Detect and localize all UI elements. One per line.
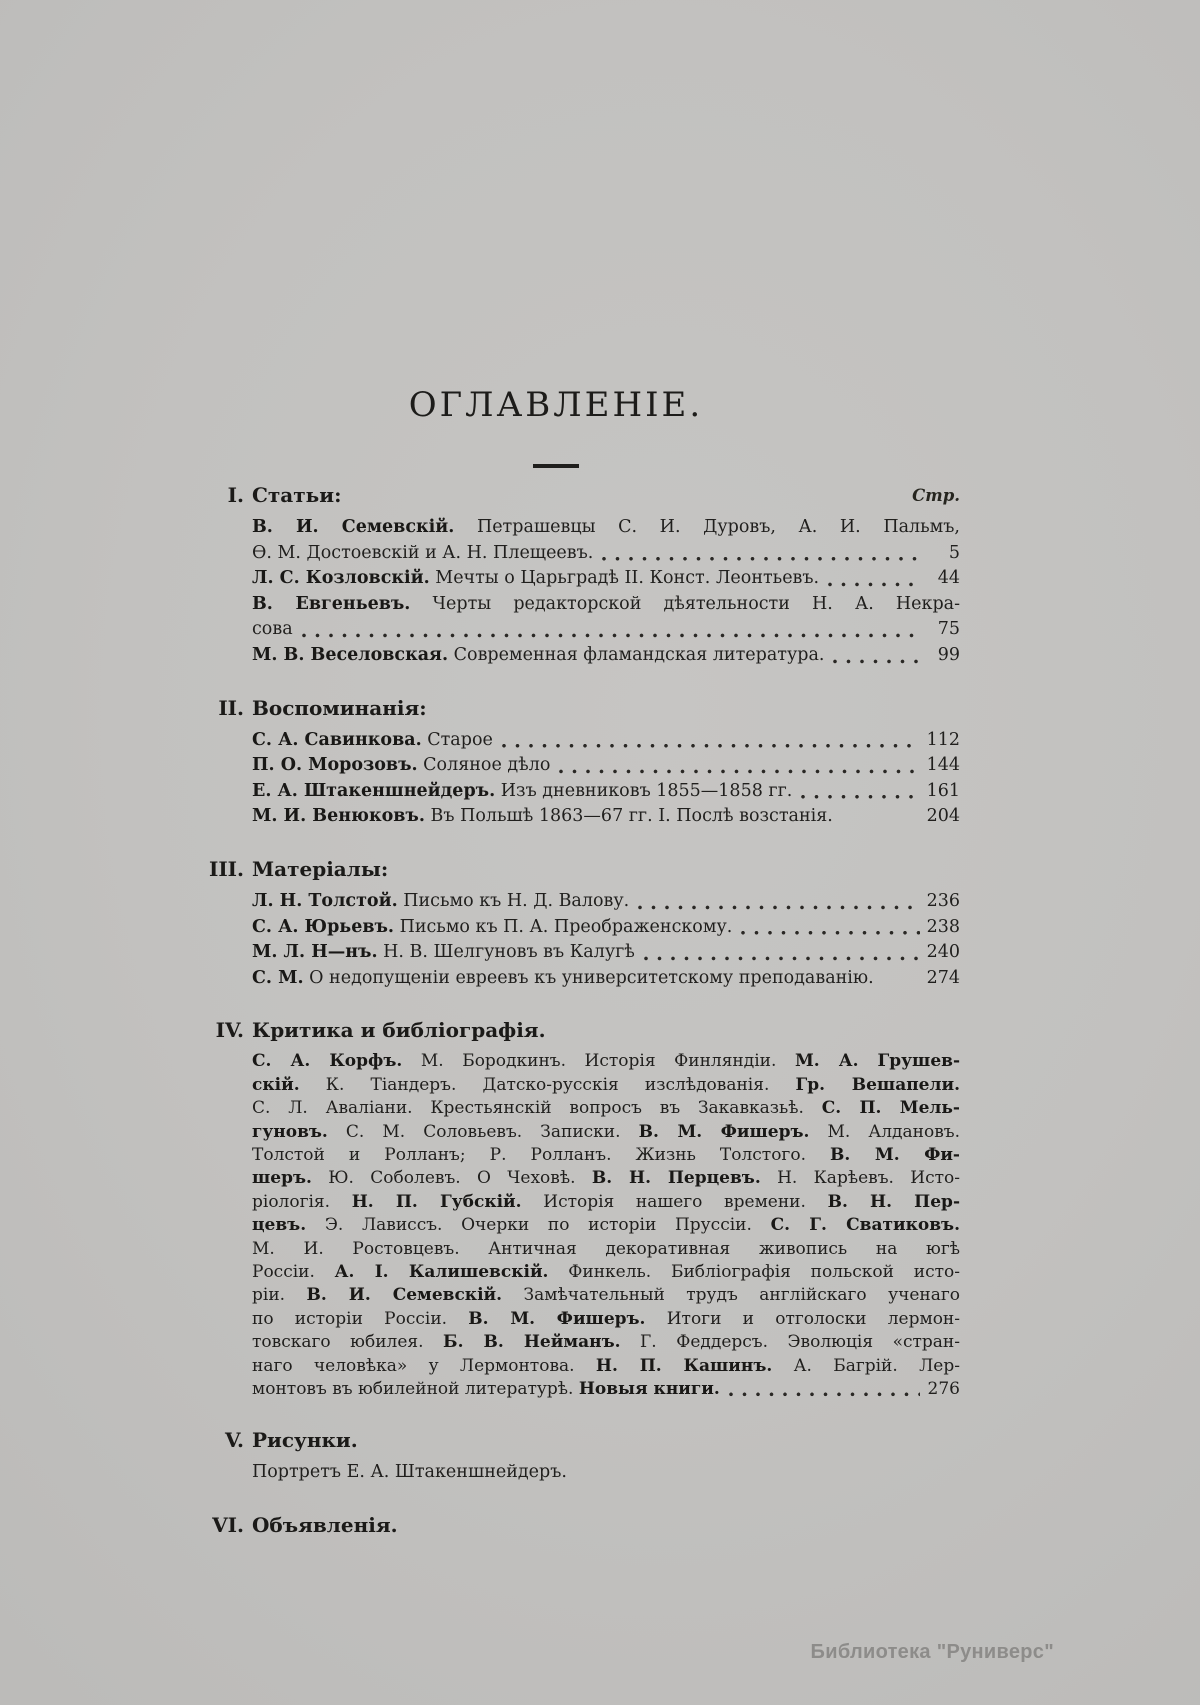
- section-title: Воспоминанія:: [252, 695, 427, 720]
- row-text: [252, 1309, 960, 1329]
- page-number: 274: [926, 967, 960, 988]
- entry-text: Въ Польшѣ 1863—67 гг. I. Послѣ возстанія.: [424, 806, 833, 827]
- author-name: Н. П. Кашинъ.: [595, 1355, 773, 1376]
- section-rows: [252, 1050, 960, 1401]
- row-text: [252, 1192, 960, 1212]
- entry-text: наго человѣка» у Лермонтова.: [252, 1355, 596, 1376]
- author-name: В. Евгеньевъ.: [252, 593, 411, 614]
- entry-text: Толстой и Ролланъ; Р. Ролланъ. Жизнь Толстого.: [252, 1144, 831, 1165]
- author-name: В. М. Фи-: [830, 1144, 960, 1165]
- section-heading: [200, 482, 960, 508]
- author-name: В. И. Семевскій.: [306, 1285, 503, 1306]
- row-text: [252, 1239, 960, 1259]
- page-number: 144: [926, 755, 960, 776]
- section-numeral: IV.: [215, 1018, 244, 1043]
- section-heading: [200, 1512, 960, 1538]
- section-numeral: V.: [225, 1428, 244, 1453]
- toc-row: [252, 515, 960, 541]
- row-text: [252, 728, 493, 754]
- entry-text: Н. Карѣевъ. Исто-: [760, 1168, 960, 1189]
- entry-text: Ѳ. М. Достоевскій и А. Н. Плещеевъ.: [252, 542, 594, 563]
- entry-text: Старое: [421, 729, 493, 750]
- toc-row: [252, 940, 960, 966]
- author-name: гуновъ.: [252, 1121, 328, 1142]
- section-title: Статьи:: [252, 483, 342, 507]
- title-rule: [533, 464, 579, 468]
- entry-text: Изъ дневниковъ 1855—1858 гг.: [495, 780, 793, 801]
- entry-text: Мечты о Царьградѣ II. Конст. Леонтьевъ.: [429, 568, 820, 589]
- page-number: 276: [927, 1379, 960, 1399]
- entry-text: Э. Лависсъ. Очерки по исторіи Пруссіи.: [306, 1215, 771, 1236]
- dot-leader: [301, 617, 920, 643]
- entry-text: Портретъ Е. А. Штакеншнейдеръ.: [252, 1462, 567, 1483]
- toc-row: [252, 1238, 960, 1261]
- toc-row: [252, 728, 960, 754]
- entry-text: сова: [252, 619, 293, 640]
- entry-text: Россіи.: [252, 1261, 335, 1282]
- author-name: Б. В. Нейманъ.: [443, 1332, 621, 1353]
- toc-row: [252, 566, 960, 592]
- author-name: А. І. Калишевскій.: [334, 1261, 549, 1282]
- toc-section-ii: [218, 695, 960, 830]
- toc-row: [252, 915, 960, 941]
- entry-text: Черты редакторской дѣятельности Н. А. Некра-: [410, 593, 960, 614]
- author-name: В. И. Семевскій.: [252, 517, 455, 537]
- page-number: 236: [926, 890, 960, 911]
- row-text: [252, 753, 550, 779]
- row-text: [252, 1262, 960, 1282]
- entry-text: М. И. Ростовцевъ. Античная декоративная живопись на югѣ: [252, 1238, 960, 1259]
- toc-row: [252, 1261, 960, 1284]
- row-text: [252, 617, 293, 643]
- page-number: 44: [937, 568, 960, 589]
- author-name: Л. Н. Толстой.: [252, 890, 398, 911]
- toc-row: [252, 1284, 960, 1307]
- page-column-label: Стр.: [912, 486, 960, 505]
- entry-text: М. Алдановъ.: [809, 1121, 960, 1142]
- page-number: 204: [926, 806, 960, 827]
- toc-row: [252, 1191, 960, 1214]
- row-text: [252, 889, 629, 915]
- entry-text: М. Бородкинъ. Исторія Финляндіи.: [402, 1051, 795, 1072]
- toc-row: [252, 1144, 960, 1167]
- author-name: Н. П. Губскій.: [351, 1191, 522, 1212]
- entry-text: Н. В. Шелгуновъ въ Калугѣ: [377, 942, 635, 963]
- toc-row: [252, 1308, 960, 1331]
- author-name: П. О. Морозовъ.: [252, 755, 418, 776]
- row-text: [252, 1332, 960, 1352]
- toc-row: [252, 617, 960, 643]
- section-numeral: VI.: [212, 1513, 244, 1537]
- section-numeral: II.: [218, 695, 244, 720]
- author-name: С. М.: [252, 967, 304, 988]
- section-heading: [200, 856, 960, 882]
- row-text: [252, 966, 874, 992]
- toc-row: [252, 1460, 960, 1486]
- section-rows: [252, 515, 960, 669]
- author-name: В. М. Фишеръ.: [468, 1308, 646, 1329]
- toc-row: [252, 1097, 960, 1120]
- entry-text: Письмо къ Н. Д. Валову.: [397, 890, 630, 911]
- dot-leader: [800, 779, 920, 805]
- author-name: С. П. Мель-: [821, 1098, 960, 1119]
- entry-text: товскаго юбилея.: [252, 1332, 444, 1353]
- toc-row: [252, 889, 960, 915]
- author-name: Новыя книги.: [578, 1379, 720, 1399]
- page-number: 238: [926, 916, 960, 937]
- row-text: [252, 1145, 960, 1165]
- author-name: цевъ.: [252, 1215, 307, 1236]
- row-text: [252, 1075, 960, 1095]
- entry-text: К. Тіандеръ. Датско-русскія изслѣдованія.: [299, 1074, 796, 1095]
- dot-leader: [501, 728, 920, 754]
- row-text: [252, 804, 833, 830]
- author-name: С. А. Корфъ.: [252, 1051, 403, 1072]
- page-number: 99: [937, 644, 960, 665]
- row-text: [252, 940, 635, 966]
- row-text: [252, 915, 732, 941]
- row-text: [252, 779, 792, 805]
- section-title: Рисунки.: [252, 1428, 358, 1453]
- entry-text: С. М. Соловьевъ. Записки.: [327, 1121, 639, 1142]
- library-watermark: Библиотека "Руниверс": [810, 1641, 1054, 1663]
- row-text: [252, 566, 819, 592]
- section-title: Матеріалы:: [252, 856, 389, 881]
- dot-leader: [637, 889, 920, 915]
- entry-text: Г. Феддерсъ. Эволюція «стран-: [620, 1332, 960, 1353]
- page-number: 240: [926, 942, 960, 963]
- entry-text: О недопущеніи евреевъ къ университетскому преподаванію.: [303, 967, 874, 988]
- section-rows: [252, 889, 960, 991]
- leader-gap: [874, 966, 926, 992]
- author-name: С. А. Савинкова.: [252, 729, 422, 750]
- author-name: Л. С. Козловскій.: [252, 568, 430, 589]
- page-number: 112: [926, 729, 960, 750]
- section-heading: [200, 1017, 960, 1043]
- row-text: [252, 594, 960, 614]
- toc-section-v: [225, 1427, 960, 1486]
- page-number: 5: [948, 542, 960, 563]
- row-text: [252, 1051, 960, 1071]
- entry-text: Ю. Соболевъ. О Чеховѣ.: [311, 1168, 592, 1189]
- toc-row: [252, 1355, 960, 1378]
- author-name: М. Л. Н—нъ.: [252, 942, 378, 963]
- row-text: [252, 1378, 720, 1401]
- toc-row: [252, 753, 960, 779]
- section-heading: [200, 695, 960, 721]
- row-text: [252, 1215, 960, 1235]
- row-text: [252, 517, 960, 537]
- dot-leader: [728, 1378, 920, 1401]
- page-number: 75: [937, 619, 960, 640]
- toc-section-i: [227, 482, 960, 669]
- leader-gap: [833, 804, 926, 830]
- entry-text: А. Багрій. Лер-: [772, 1355, 960, 1376]
- dot-leader: [643, 940, 920, 966]
- section-title: Объявленія.: [252, 1513, 398, 1537]
- dot-leader: [601, 541, 920, 567]
- toc-content: [208, 383, 961, 1538]
- page-number: 161: [926, 780, 960, 801]
- dot-leader: [832, 643, 920, 669]
- toc-row: [252, 966, 960, 992]
- toc-row: [252, 592, 960, 618]
- entry-text: монтовъ въ юбилейной литературѣ.: [252, 1379, 579, 1399]
- entry-text: Соляное дѣло: [417, 755, 551, 776]
- author-name: В. М. Фишеръ.: [638, 1121, 810, 1142]
- toc-row: [252, 1074, 960, 1097]
- entry-text: ріи.: [252, 1285, 307, 1306]
- toc-sections: [208, 482, 961, 1538]
- entry-text: Исторія нашего времени.: [521, 1191, 828, 1212]
- toc-section-iv: [215, 1017, 961, 1401]
- toc-row: [252, 1121, 960, 1144]
- toc-row: [252, 1378, 960, 1401]
- row-text: [252, 1168, 960, 1188]
- row-text: [252, 1285, 960, 1305]
- dot-leader: [740, 915, 920, 941]
- row-text: [252, 1122, 960, 1142]
- author-name: Гр. Вешапели.: [795, 1074, 960, 1095]
- section-numeral: I.: [227, 483, 244, 507]
- row-text: [252, 1462, 567, 1482]
- section-numeral: III.: [208, 856, 244, 881]
- section-rows: [252, 728, 960, 830]
- entry-text: Письмо къ П. А. Преображенскому.: [394, 916, 733, 937]
- toc-row: [252, 804, 960, 830]
- author-name: М. В. Веселовская.: [252, 644, 449, 665]
- entry-text: Итоги и отголоски лермон-: [645, 1308, 961, 1329]
- toc-row: [252, 1331, 960, 1354]
- toc-row: [252, 1050, 960, 1073]
- author-name: В. Н. Перцевъ.: [591, 1168, 761, 1189]
- author-name: скій.: [252, 1074, 300, 1095]
- row-text: [252, 541, 593, 567]
- entry-text: ріологія.: [252, 1191, 352, 1212]
- toc-row: [252, 643, 960, 669]
- toc-row: [252, 541, 960, 567]
- section-heading: [200, 1427, 960, 1453]
- author-name: М. А. Грушев-: [794, 1051, 961, 1072]
- page-title: ОГЛАВЛЕНІЕ.: [408, 385, 704, 425]
- section-title: Критика и библіографія.: [252, 1018, 546, 1043]
- author-name: шеръ.: [252, 1168, 312, 1189]
- entry-text: Современная фламандская литература.: [448, 644, 825, 665]
- entry-text: Замѣчательный трудъ англійскаго ученаго: [502, 1285, 961, 1306]
- toc-row: [252, 1167, 960, 1190]
- row-text: [252, 643, 824, 669]
- entry-text: Петрашевцы С. И. Дуровъ, А. И. Пальмъ,: [454, 517, 960, 537]
- toc-section-iii: [208, 856, 960, 991]
- entry-text: С. Л. Аваліани. Крестьянскій вопросъ въ Закавказьѣ.: [252, 1098, 822, 1119]
- row-text: [252, 1098, 960, 1118]
- author-name: В. Н. Пер-: [827, 1191, 960, 1212]
- toc-row: [252, 1214, 960, 1237]
- row-text: [252, 1356, 960, 1376]
- entry-text: Финкель. Библіографія польской исто-: [548, 1261, 960, 1282]
- author-name: Е. А. Штакеншнейдеръ.: [252, 780, 496, 801]
- author-name: С. Г. Сватиковъ.: [770, 1215, 960, 1236]
- toc-section-vi: [212, 1512, 960, 1538]
- toc-row: [252, 779, 960, 805]
- section-rows: [252, 1460, 960, 1486]
- dot-leader: [827, 566, 920, 592]
- author-name: С. А. Юрьевъ.: [252, 916, 394, 937]
- entry-text: по исторіи Россіи.: [252, 1308, 469, 1329]
- dot-leader: [558, 753, 920, 779]
- author-name: М. И. Венюковъ.: [252, 806, 425, 827]
- title-block: [226, 383, 886, 468]
